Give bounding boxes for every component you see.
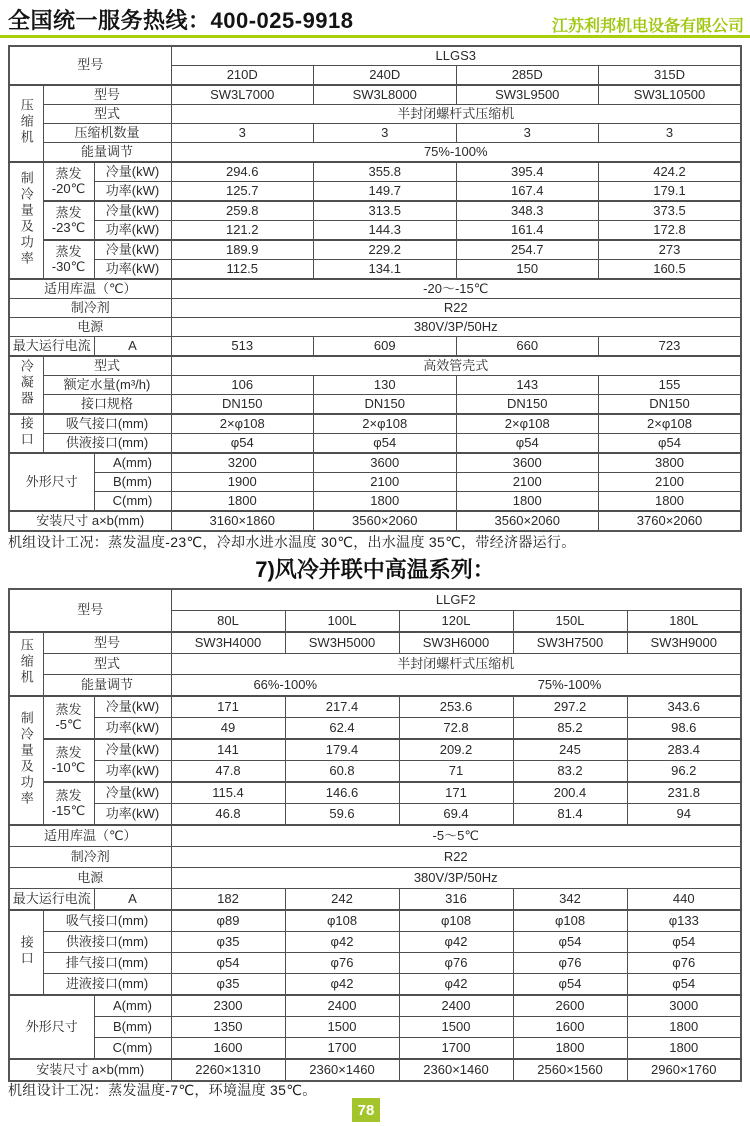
value-cell: φ54 (171, 434, 314, 454)
value-cell: 83.2 (513, 761, 627, 783)
value-cell: 1800 (314, 492, 457, 512)
value-cell: R22 (171, 299, 741, 318)
value-cell: 3800 (599, 453, 742, 473)
evap-temp: -10℃ (51, 759, 86, 775)
value-cell: 2600 (513, 995, 627, 1017)
value-cell: 1700 (399, 1038, 513, 1060)
value-cell: 171 (399, 782, 513, 804)
value-cell: 1600 (171, 1038, 285, 1060)
label-cell: 冷量(kW) (94, 739, 171, 761)
value-cell: φ42 (399, 932, 513, 953)
label-cell: 适用库温（℃） (9, 825, 171, 847)
value-cell: 171 (171, 696, 285, 718)
value-cell: 1500 (285, 1017, 399, 1038)
label-cell: 功率(kW) (94, 761, 171, 783)
value-cell: 313.5 (314, 201, 457, 221)
value-cell: 半封闭螺杆式压缩机 (171, 105, 741, 124)
value-cell: SW3H7500 (513, 632, 627, 654)
table1-design-note: 机组设计工况：蒸发温度-23℃，冷却水进水温度 30℃，出水温度 35℃，带经济器运行。 (8, 534, 576, 550)
value-cell: 130 (314, 376, 457, 395)
evap-label-cell (43, 162, 94, 201)
value-cell: 179.4 (285, 739, 399, 761)
value-cell: 160.5 (599, 260, 742, 280)
cooling-group-label: 制冷量及功率 (18, 710, 34, 807)
value-cell: 3 (456, 124, 599, 143)
value-cell: 1800 (513, 1038, 627, 1060)
value-cell: 2360×1460 (399, 1059, 513, 1081)
value-cell: φ35 (171, 974, 285, 996)
value-cell: φ54 (513, 974, 627, 996)
label-cell: 功率(kW) (94, 718, 171, 740)
label-cell: 型式 (43, 654, 171, 675)
value-cell: φ108 (399, 910, 513, 932)
table-llgs3-series (8, 45, 742, 532)
value-cell: SW3H4000 (171, 632, 285, 654)
series-cell: LLGS3 (171, 46, 741, 66)
value-cell: φ133 (627, 910, 741, 932)
value-cell: 723 (599, 337, 742, 357)
group-label-cell (9, 414, 43, 453)
evap-temp: -15℃ (51, 802, 86, 818)
label-cell: 安装尺寸 a×b(mm) (9, 511, 171, 531)
value-cell: 半封闭螺杆式压缩机 (171, 654, 741, 675)
value-cell: 2400 (399, 995, 513, 1017)
value-cell: 179.1 (599, 182, 742, 202)
value-cell: φ42 (399, 974, 513, 996)
label-cell: 型式 (43, 105, 171, 124)
value-cell: SW3H6000 (399, 632, 513, 654)
value-cell: DN150 (314, 395, 457, 415)
value-cell: 172.8 (599, 221, 742, 241)
ports-group-label: 接口 (18, 934, 34, 967)
group-label-cell (9, 632, 43, 696)
model-cell: 80L (171, 611, 285, 633)
evap-label: 蒸发 (55, 787, 82, 803)
value-cell: 2×φ108 (314, 414, 457, 434)
label-cell: 冷量(kW) (94, 240, 171, 260)
label-cell: 冷量(kW) (94, 782, 171, 804)
evap-label-cell (43, 782, 94, 825)
value-cell: 3 (599, 124, 742, 143)
value-cell: 229.2 (314, 240, 457, 260)
value-cell: φ54 (627, 974, 741, 996)
evap-temp: -5℃ (55, 716, 82, 732)
value-cell: DN150 (456, 395, 599, 415)
value-cell: φ42 (285, 932, 399, 953)
value-cell: 1800 (599, 492, 742, 512)
model-cell: 150L (513, 611, 627, 633)
value-cell: φ54 (599, 434, 742, 454)
compressor-group-label: 压缩机 (18, 97, 34, 146)
model-cell: 210D (171, 66, 314, 86)
value-cell: 155 (599, 376, 742, 395)
value-cell: 273 (599, 240, 742, 260)
value-cell: 141 (171, 739, 285, 761)
label-cell: 供液接口(mm) (43, 932, 171, 953)
value-cell: 200.4 (513, 782, 627, 804)
model-cell: 100L (285, 611, 399, 633)
label-cell: 供液接口(mm) (43, 434, 171, 454)
value-cell: 2×φ108 (171, 414, 314, 434)
value-cell: 1900 (171, 473, 314, 492)
value-cell: 380V/3P/50Hz (171, 868, 741, 889)
value-cell: 2260×1310 (171, 1059, 285, 1081)
label-cell: B(mm) (94, 473, 171, 492)
label-cell: 功率(kW) (94, 182, 171, 202)
page-number-badge: 78 (352, 1098, 380, 1122)
label-cell: 型号 (43, 632, 171, 654)
value-cell: 2×φ108 (599, 414, 742, 434)
label-cell: 吸气接口(mm) (43, 414, 171, 434)
table2-design-note: 机组设计工况：蒸发温度-7℃，环境温度 35℃。 (8, 1082, 317, 1098)
value-cell: 106 (171, 376, 314, 395)
value-cell: φ76 (627, 953, 741, 974)
value-cell: 3600 (456, 453, 599, 473)
value-cell: 2300 (171, 995, 285, 1017)
value-cell: 343.6 (627, 696, 741, 718)
value-cell: 1800 (171, 492, 314, 512)
value-cell: φ54 (627, 932, 741, 953)
value-cell: 380V/3P/50Hz (171, 318, 741, 337)
value-cell: 161.4 (456, 221, 599, 241)
evap-label: 蒸发 (55, 204, 82, 220)
value-cell: 3600 (314, 453, 457, 473)
label-cell: 安装尺寸 a×b(mm) (9, 1059, 171, 1081)
value-cell: 609 (314, 337, 457, 357)
label-cell: 压缩机数量 (43, 124, 171, 143)
label-cell: C(mm) (94, 1038, 171, 1060)
model-cell: 285D (456, 66, 599, 86)
label-cell: C(mm) (94, 492, 171, 512)
label-cell: 型号 (43, 85, 171, 105)
value-cell: 1600 (513, 1017, 627, 1038)
value-cell: 355.8 (314, 162, 457, 182)
evap-label-cell (43, 739, 94, 782)
evap-label: 蒸发 (55, 701, 82, 717)
label-cell: 型号 (9, 46, 171, 85)
value-cell: DN150 (599, 395, 742, 415)
value-cell: 253.6 (399, 696, 513, 718)
value-cell: 60.8 (285, 761, 399, 783)
value-cell: 209.2 (399, 739, 513, 761)
value-cell: 149.7 (314, 182, 457, 202)
value-cell: 2×φ108 (456, 414, 599, 434)
value-cell: -20～-15℃ (171, 279, 741, 299)
value-cell: 242 (285, 889, 399, 911)
value-cell: 46.8 (171, 804, 285, 826)
value-cell: φ108 (285, 910, 399, 932)
evap-temp: -30℃ (51, 258, 86, 274)
value-cell: 424.2 (599, 162, 742, 182)
value-cell: φ76 (399, 953, 513, 974)
value-cell: φ76 (513, 953, 627, 974)
value-cell: 146.6 (285, 782, 399, 804)
evap-label-cell (43, 696, 94, 739)
value-cell: 1800 (627, 1017, 741, 1038)
value-cell: DN150 (171, 395, 314, 415)
value-cell: 66%-100% (171, 675, 399, 697)
value-cell: 217.4 (285, 696, 399, 718)
value-cell: 259.8 (171, 201, 314, 221)
evap-label-cell (43, 240, 94, 279)
value-cell: 440 (627, 889, 741, 911)
label-cell: 冷量(kW) (94, 162, 171, 182)
header-divider (0, 35, 750, 38)
value-cell: 98.6 (627, 718, 741, 740)
value-cell: 72.8 (399, 718, 513, 740)
value-cell: 254.7 (456, 240, 599, 260)
value-cell: 231.8 (627, 782, 741, 804)
value-cell: SW3L9500 (456, 85, 599, 105)
value-cell: -5～5℃ (171, 825, 741, 847)
value-cell: 1350 (171, 1017, 285, 1038)
evap-temp: -20℃ (51, 180, 86, 196)
value-cell: 316 (399, 889, 513, 911)
value-cell: 660 (456, 337, 599, 357)
label-cell: 电源 (9, 318, 171, 337)
company-name: 江苏利邦机电设备有限公司 (551, 18, 744, 35)
value-cell: 71 (399, 761, 513, 783)
condenser-group-label: 冷凝器 (18, 359, 34, 408)
value-cell: 1800 (627, 1038, 741, 1060)
label-cell: 制冷剂 (9, 847, 171, 868)
value-cell: φ54 (314, 434, 457, 454)
section-title: 7)风冷并联中高温系列： (255, 557, 495, 582)
evap-label-cell (43, 201, 94, 240)
evap-label: 蒸发 (55, 744, 82, 760)
value-cell: 513 (171, 337, 314, 357)
evap-label: 蒸发 (55, 165, 82, 181)
label-cell: 冷量(kW) (94, 201, 171, 221)
value-cell: 182 (171, 889, 285, 911)
value-cell: 3 (314, 124, 457, 143)
value-cell: 47.8 (171, 761, 285, 783)
group-label-cell (9, 910, 43, 995)
value-cell: 85.2 (513, 718, 627, 740)
label-cell: 冷量(kW) (94, 696, 171, 718)
value-cell: 121.2 (171, 221, 314, 241)
value-cell: 297.2 (513, 696, 627, 718)
value-cell: 49 (171, 718, 285, 740)
dims-group-label: 外形尺寸 (9, 995, 94, 1059)
value-cell: 1500 (399, 1017, 513, 1038)
value-cell: SW3L8000 (314, 85, 457, 105)
label-cell: 制冷剂 (9, 299, 171, 318)
label-cell: 进液接口(mm) (43, 974, 171, 996)
value-cell: 283.4 (627, 739, 741, 761)
value-cell: 112.5 (171, 260, 314, 280)
value-cell: 2100 (314, 473, 457, 492)
group-label-cell (9, 356, 43, 414)
label-cell: 最大运行电流 (9, 889, 94, 911)
value-cell: R22 (171, 847, 741, 868)
label-cell: 最大运行电流 (9, 337, 94, 357)
label-cell: A(mm) (94, 995, 171, 1017)
group-label-cell (9, 696, 43, 825)
table-llgf2-series (8, 588, 742, 1082)
label-cell: A(mm) (94, 453, 171, 473)
value-cell: 348.3 (456, 201, 599, 221)
value-cell: φ108 (513, 910, 627, 932)
value-cell: 81.4 (513, 804, 627, 826)
label-cell: 能量调节 (43, 143, 171, 163)
value-cell: φ35 (171, 932, 285, 953)
value-cell: 115.4 (171, 782, 285, 804)
service-hotline-text: 全国统一服务热线：400-025-9918 (8, 8, 354, 33)
model-cell: 240D (314, 66, 457, 86)
value-cell: 245 (513, 739, 627, 761)
value-cell: 75%-100% (171, 143, 741, 163)
value-cell: 2100 (456, 473, 599, 492)
label-cell: 功率(kW) (94, 804, 171, 826)
unit-cell: A (94, 889, 171, 911)
value-cell: 3760×2060 (599, 511, 742, 531)
value-cell: 1800 (456, 492, 599, 512)
evap-temp: -23℃ (51, 219, 86, 235)
value-cell: 2360×1460 (285, 1059, 399, 1081)
cooling-group-label: 制冷量及功率 (18, 170, 34, 267)
label-cell: 功率(kW) (94, 260, 171, 280)
group-label-cell (9, 85, 43, 162)
value-cell: 342 (513, 889, 627, 911)
model-cell: 120L (399, 611, 513, 633)
model-cell: 315D (599, 66, 742, 86)
value-cell: SW3H9000 (627, 632, 741, 654)
value-cell: 3200 (171, 453, 314, 473)
value-cell: φ42 (285, 974, 399, 996)
value-cell: 134.1 (314, 260, 457, 280)
value-cell: φ54 (171, 953, 285, 974)
value-cell: 2560×1560 (513, 1059, 627, 1081)
value-cell: 189.9 (171, 240, 314, 260)
value-cell: 高效管壳式 (171, 356, 741, 376)
compressor-group-label: 压缩机 (18, 638, 34, 687)
value-cell: 150 (456, 260, 599, 280)
value-cell: 3000 (627, 995, 741, 1017)
value-cell: φ76 (285, 953, 399, 974)
model-cell: 180L (627, 611, 741, 633)
label-cell: 排气接口(mm) (43, 953, 171, 974)
label-cell: 能量调节 (43, 675, 171, 697)
value-cell: SW3H5000 (285, 632, 399, 654)
label-cell: 功率(kW) (94, 221, 171, 241)
unit-cell: A (94, 337, 171, 357)
value-cell: SW3L7000 (171, 85, 314, 105)
value-cell: 143 (456, 376, 599, 395)
value-cell: 395.4 (456, 162, 599, 182)
value-cell: 3 (171, 124, 314, 143)
value-cell: φ54 (513, 932, 627, 953)
value-cell: 3160×1860 (171, 511, 314, 531)
dims-group-label: 外形尺寸 (9, 453, 94, 511)
value-cell: 96.2 (627, 761, 741, 783)
label-cell: 型号 (9, 589, 171, 632)
value-cell: 3560×2060 (314, 511, 457, 531)
label-cell: 吸气接口(mm) (43, 910, 171, 932)
label-cell: B(mm) (94, 1017, 171, 1038)
value-cell: φ89 (171, 910, 285, 932)
value-cell: 125.7 (171, 182, 314, 202)
value-cell: 1700 (285, 1038, 399, 1060)
label-cell: 型式 (43, 356, 171, 376)
value-cell: 144.3 (314, 221, 457, 241)
value-cell: 373.5 (599, 201, 742, 221)
label-cell: 额定水量(m³/h) (43, 376, 171, 395)
value-cell: 75%-100% (399, 675, 741, 697)
value-cell: φ54 (456, 434, 599, 454)
label-cell: 电源 (9, 868, 171, 889)
label-cell: 接口规格 (43, 395, 171, 415)
value-cell: SW3L10500 (599, 85, 742, 105)
series-cell: LLGF2 (171, 589, 741, 611)
value-cell: 167.4 (456, 182, 599, 202)
value-cell: 294.6 (171, 162, 314, 182)
value-cell: 3560×2060 (456, 511, 599, 531)
value-cell: 2100 (599, 473, 742, 492)
value-cell: 94 (627, 804, 741, 826)
value-cell: 59.6 (285, 804, 399, 826)
value-cell: 69.4 (399, 804, 513, 826)
value-cell: 2400 (285, 995, 399, 1017)
group-label-cell (9, 162, 43, 279)
ports-group-label: 接口 (18, 415, 34, 448)
evap-label: 蒸发 (55, 243, 82, 259)
label-cell: 适用库温（℃） (9, 279, 171, 299)
value-cell: 62.4 (285, 718, 399, 740)
value-cell: 2960×1760 (627, 1059, 741, 1081)
